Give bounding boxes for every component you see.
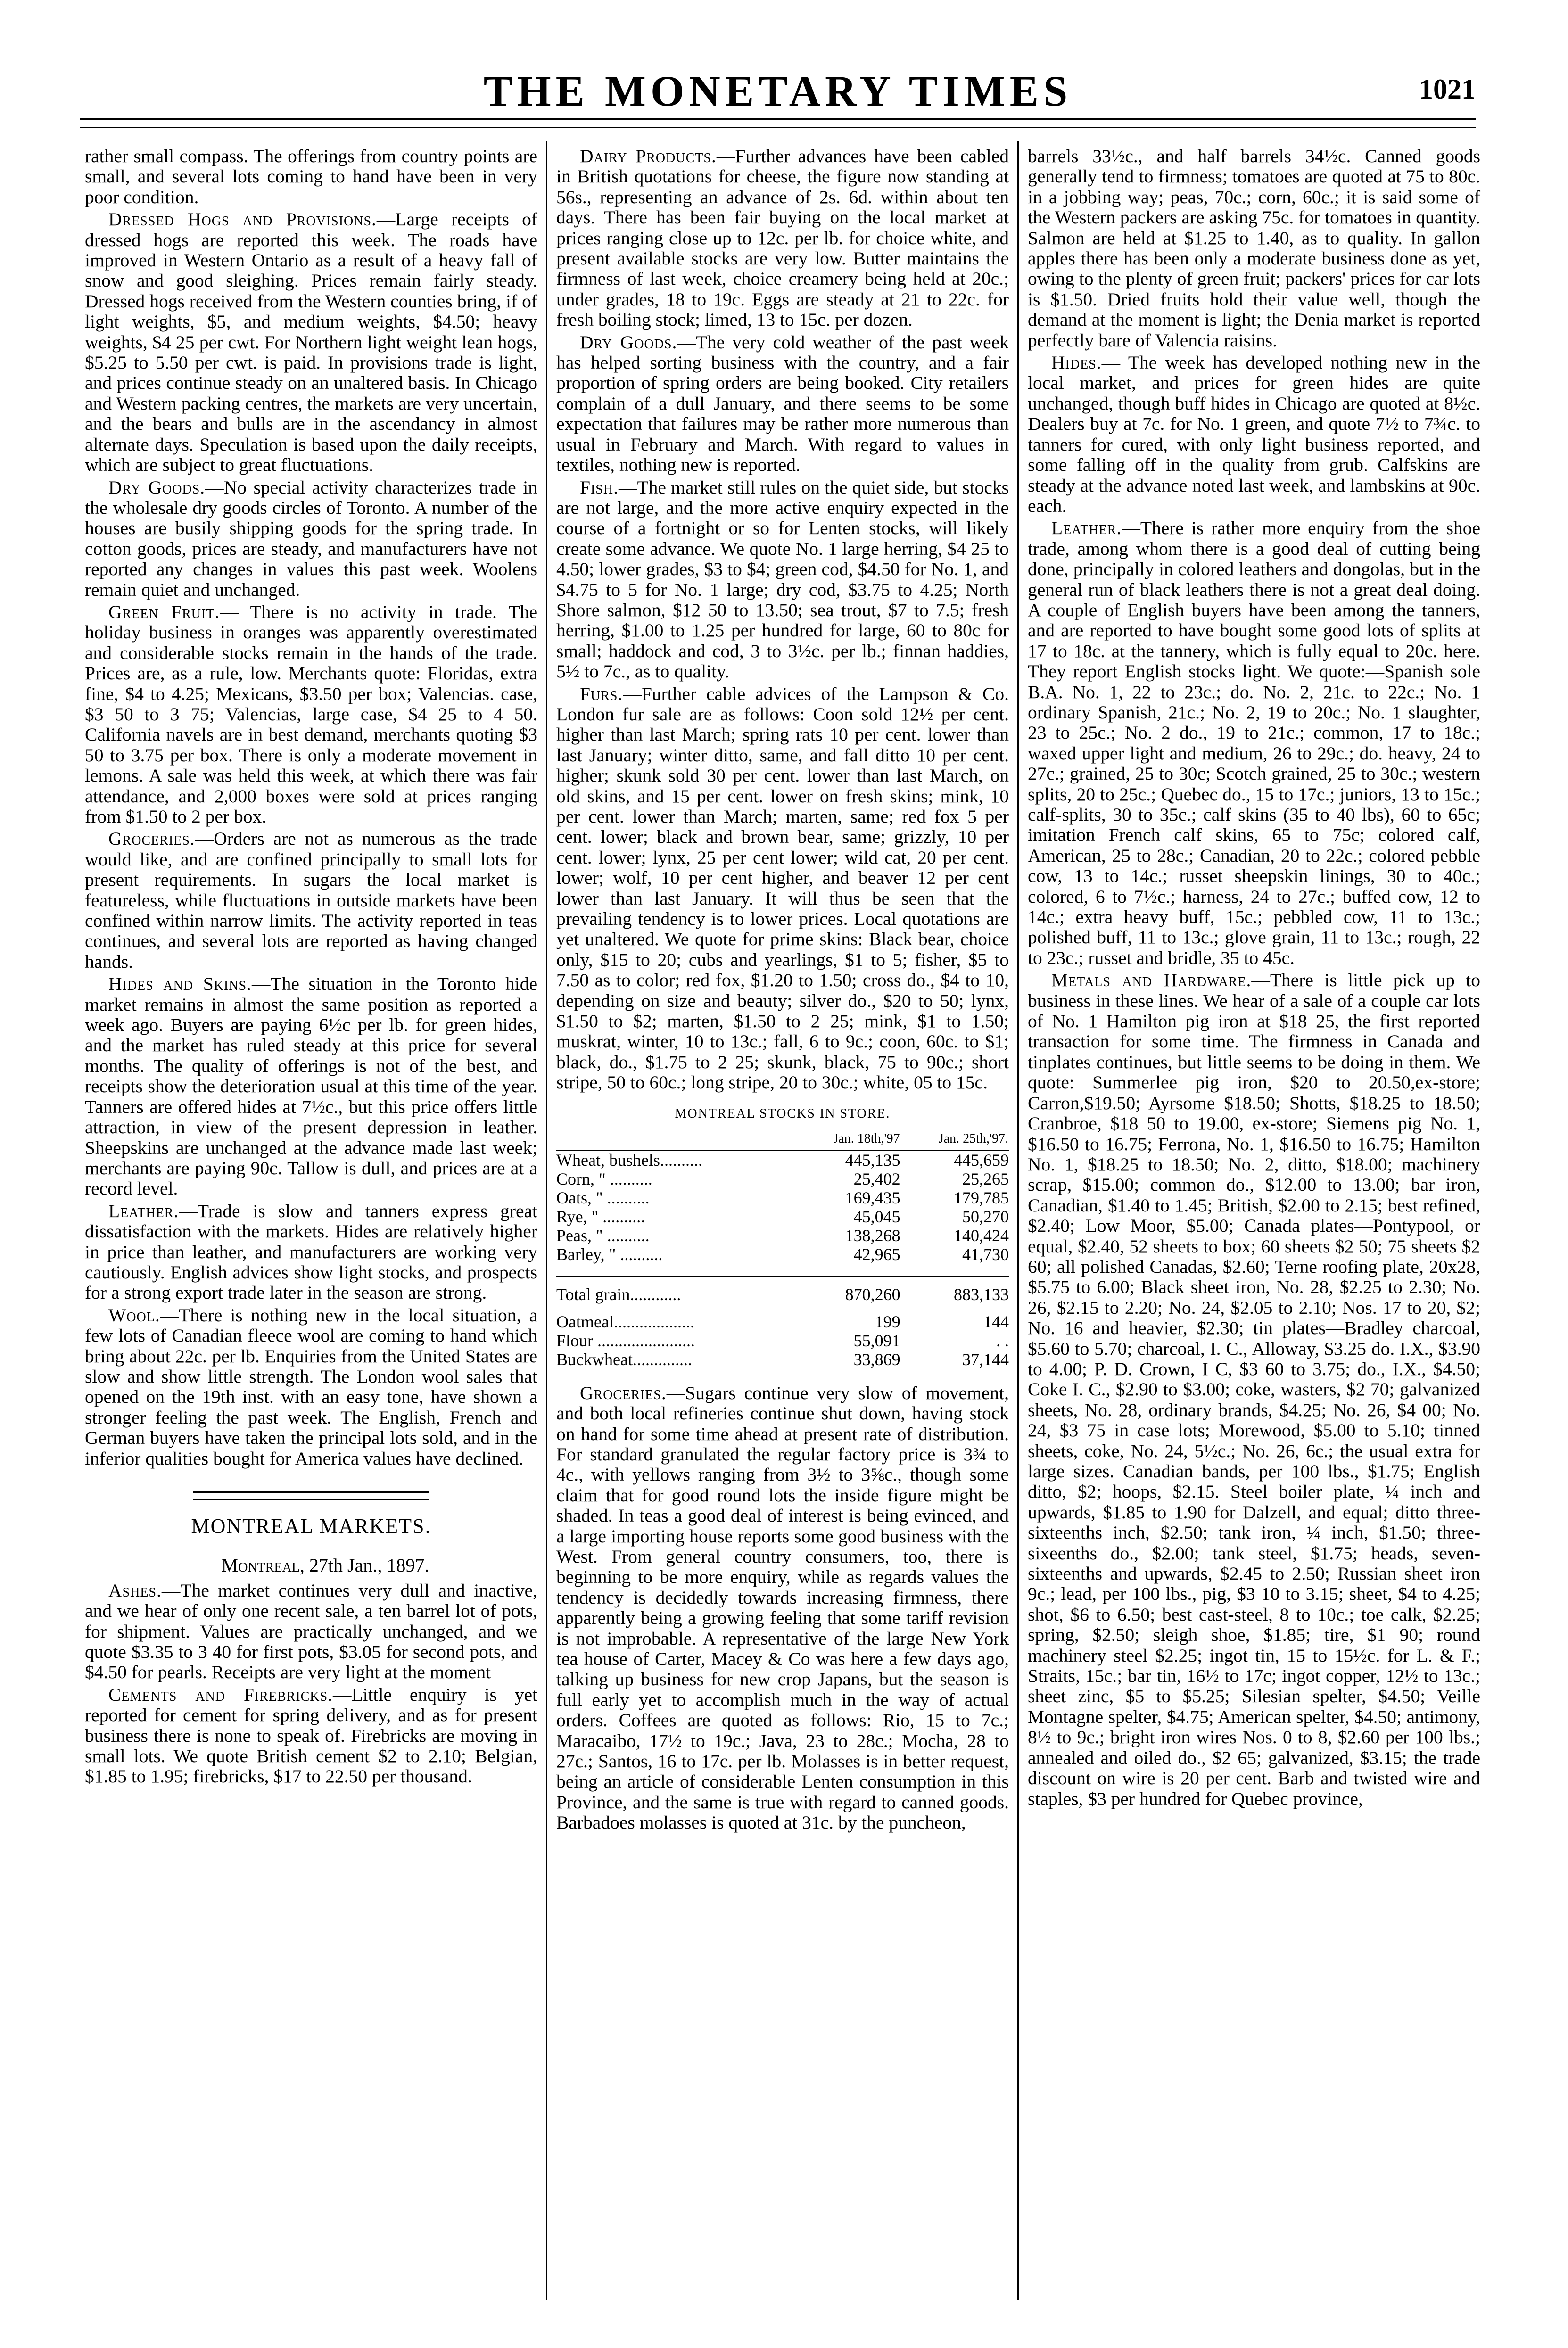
masthead-title: THE MONETARY TIMES <box>483 67 1073 115</box>
table-spacer <box>556 1304 1009 1312</box>
paragraph-text: — The week has developed nothing new in the local market, and prices for green hides are quite unchanged, though buff hides in Chicago are quoted at 8½c. Dealers buy at 7c. for No. 1 green, and quote 7½ to 7¾c. to tanners for cured, with only light business reported, and some falling off in the quality from grub. Calfskins are steady at the advance noted last week, and lambskins at 90c. each. <box>1028 352 1480 516</box>
cell-value: 37,144 <box>962 1350 1009 1369</box>
paragraph-text: —There is little pick up to business in these lines. We hear of a sale of a couple car lots of No. 1 Hamilton pig iron at $18 25, the first reported transaction for some time. The firmness in Canada and tinplates continues, but little seems to be doing in them. We quote: Summerlee pig iron, $20 to 20.50,ex-store; Carron,$19.50; Ayrsome $18.50; Shotts, $18.25 to 18.50; Cranbroe, $18 50 to 19.00, ex-store; Siemens pig No. 1, $16.50 to 16.75; Ferrona, No. 1, $16.50 to 16.75; Hamilton No. 1, $18.25 to 18.50; No. 2, ditto, $18.00; machinery scrap, $15.00; common do., $12.00 to 13.00; bar iron, Canadian, $1.40 to 1.45; British, $2.00 to 2.15; best refined, $2.40; Low Moor, $5.00; Canada plates—Pontypool, or equal, $2.40, 52 sheets to box; 60 sheets $2 50; 75 sheets $2 60; all polished Canadas, $2.60; Terne roofing plate, 20x28, $5.75 to 6.00; Black sheet iron, No. 28, $2.25 to 2.30; No. 26, $2.15 to 2.20; No. 24, $2.05 to 2.10; Nos. 17 to 20, $2; No. 16 and heavier, $2.30; tin plates—Bradley charcoal, $5.60 to 5.70; charcoal, I. C., Alloway, $3.25 do. I.X., $3.90 to 4.00; P. D. Crown, I C, $3 60 to 3.75; do., I.X., $4.50; Coke I. C., $2.90 to $3.00; coke, wasters, $2 70; galvanized sheets, No. 28, ordinary brands, $4.25; No. 26, $4 00; No. 24, $3 75 in case lots; Morewood, $5.00 to 5.10; tinned sheets, coke, No. 24, 5½c.; No. 26, 6c.; the usual extra for large sizes. Canadian bands, per 100 lbs., $1.75; English ditto, $2; hoops, $2.15. Steel boiler plate, ¼ inch and upwards, $1.85 to 1.90 for Dalzell, and equal; ditto three-sixteenths inch, $2.50; tank iron, ¼ inch, $1.50; three-sixeenths do., $2.00; tank steel, $1.75; heads, seven-sixteenths and upwards, $2.45 to 2.50; Russian sheet iron 9c.; lead, per 100 lbs., pig, $3 10 to 3.15; sheet, $4 to 4.25; shot, $6 to 6.50; best cast-steel, 8 to 10c.; toe calk, $2.25; spring, $2.50; sleigh shoe, $1.85; tire, $1 90; round machinery steel $2.25; ingot tin, 15 to 15½c. for L. & F.; Straits, 15c.; bar tin, 16½ to 17c; ingot copper, 12½ to 13c.; sheet zinc, $5 to $5.25; Silesian spelter, $4.50; Veille Montagne spelter, $4.75; American spelter, $4.50; antimony, 8½ to 9c.; bright iron wires Nos. 0 to 8, $2.60 per 100 lbs.; annealed and oiled do., $2 65; galvanized, $3.15; the trade discount on wire is 20 per cent. Barb and twisted wire and staples, $3 per hundred for Quebec province, <box>1028 970 1480 1809</box>
page-header <box>80 66 1476 137</box>
column-1 <box>85 146 537 1789</box>
article-paragraph <box>85 1685 537 1787</box>
article-paragraph <box>556 332 1009 476</box>
section-heading: Dairy Products. <box>580 146 717 166</box>
row-label: Wheat, bushels.......... <box>556 1150 702 1170</box>
cell-value: 445,135 <box>845 1150 900 1170</box>
article-paragraph <box>85 602 537 827</box>
cell-value: 25,402 <box>853 1169 900 1188</box>
paragraph-text: —There is rather more enquiry from the shoe trade, among whom there is a good deal of cutting being done, principally in colored leathers and dongolas, but in the general run of black leathers there is not a great deal doing. A couple of English buyers have been among the tanners, and are reported to have bought some good lots of splits at 17 to 18c. at the tannery, which is fully equal to 20c. here. They report English stocks light. We quote:—Spanish sole B.A. No. 1, 22 to 23c.; do. No. 2, 21c. to 22c.; No. 1 ordinary Spanish, 21c.; No. 2, 19 to 20c.; No. 1 slaughter, 23 to 25c.; No. 2 do., 19 to 21c.; common, 17 to 18c.; waxed upper light and medium, 26 to 29c.; do. heavy, 24 to 27c.; grained, 25 to 30c; Scotch grained, 25 to 30c.; western splits, 20 to 25c.; Quebec do., 15 to 17c.; juniors, 13 to 15c.; calf-splits, 30 to 35c.; calf skins (35 to 40 lbs), 60 to 65c; imitation French calf skins, 65 to 75c; colored calf, American, 25 to 28c.; Canadian, 20 to 22c.; colored pebble cow, 13 to 14c.; russet sheepskin linings, 30 to 40c.; colored, 6 to 7½c.; harness, 24 to 27c.; buffed cow, 12 to 14c.; extra heavy buff, 15c.; pebbled cow, 11 to 13c.; polished buff, 11 to 13c.; glove grain, 11 to 13c.; rough, 22 to 23c.; russet and bridle, 35 to 45c. <box>1028 518 1480 968</box>
paragraph-text: —The market still rules on the quiet side, but stocks are not large, and the more active enquiry expected in the course of a fortnight or so for Lenten stocks, will likely create some advance. We quote No. 1 large herring, $4 25 to 4.50; lower grades, $3 to $4; green cod, $4.50 for No. 1, and $4.75 to 5 for No. 1 large; dry cod, $3.75 to 4.25; North Shore salmon, $12 50 to 13.50; sea trout, $7 to 7.5; fresh herring, $1.00 to 1.25 per hundred for large, 60 to 80c for small; haddock and cod, 3 to 3½c. per lb.; finnan haddies, 5½ to 7c., as to quality. <box>556 477 1009 682</box>
column-divider <box>546 141 547 2300</box>
cell-value: 138,268 <box>845 1226 900 1245</box>
section-heading: Wool. <box>108 1304 160 1326</box>
table-spacer <box>556 1276 1009 1285</box>
header-rule <box>80 118 1476 120</box>
cell-value: 199 <box>875 1312 900 1331</box>
table-row <box>556 1188 1009 1207</box>
cell-value: 140,424 <box>954 1226 1009 1245</box>
table-row <box>556 1170 1009 1188</box>
row-label: Total grain............ <box>556 1285 681 1304</box>
article-paragraph <box>85 1201 537 1303</box>
row-label: Corn, " .......... <box>556 1169 652 1188</box>
paragraph-text: —Large receipts of dressed hogs are reported this week. The roads have improved in Western Ontario as a result of a heavy fall of snow and good sleighing. Prices remain fairly steady. Dressed hogs received from the Western counties bring, if of light weights, $5, and medium weights, $4.50; heavy weights, $4 25 per cwt. For Northern light weight lean hogs, $5.25 to 5.50 per cwt. is paid. In provisions trade is light, and prices continue steady on an unaltered basis. In Chicago and Western packing centres, the markets are very uncertain, and the bears and bulls are in the ascendancy in almost alternate days. Speculation is based upon the daily receipts, which are subject to great fluctuations. <box>85 209 538 476</box>
row-label: Oats, " .......... <box>556 1188 650 1207</box>
paragraph-text: —Sugars continue very slow of movement, and both local refineries continue shut down, having stock on hand for some time ahead at present rate of distribution. For standard granulated the regular factory price is 3¾ to 4c., with yellows ranging from 3½ to 3⅝c., though some claim that for good round lots the inside figure might be shaded. In teas a good deal of interest is being evinced, and a large importing house reports some good business with the West. From general country consumers, too, there is beginning to be more enquiry, while as regards values the tendency is decidedly towards increasing firmness, there apparently being a growing feeling that some tariff revision is not improbable. A representative of the large New York tea house of Carter, Macey & Co was here a few days ago, talking up business for new crop Japans, but the season is full early yet to accomplish much in the way of actual orders. Coffees are quoted as follows: Rio, 15 to 7c.; Maracaibo, 17½ to 19c.; Java, 23 to 28c.; Mocha, 28 to 27c.; Santos, 16 to 17c. per lb. Molasses is in better request, being an article of considerable Lenten consumption in this Province, and the same is true with regard to canned goods. Barbadoes molasses is quoted at 31c. by the puncheon, <box>556 1382 1009 1833</box>
cell-value: 41,730 <box>962 1244 1009 1264</box>
row-label: Rye, " .......... <box>556 1207 645 1226</box>
section-heading: Dry Goods. <box>108 477 206 498</box>
cell-value: . . <box>996 1331 1009 1350</box>
article-paragraph <box>556 146 1009 330</box>
article-paragraph <box>85 478 537 600</box>
article-paragraph <box>85 1305 537 1469</box>
table-row <box>556 1312 1009 1331</box>
section-heading: Dry Goods. <box>580 331 677 353</box>
article-paragraph <box>85 829 537 972</box>
paragraph-text: —Trade is slow and tanners express great dissatisfaction with the markets. Hides are relatively higher in price than leather, and manufacturers are working very cautiously. English advices show light stocks, and prospects for a strong export trade later in the season are strong. <box>85 1200 537 1303</box>
column-2 <box>556 146 1009 1835</box>
paragraph-text: —There is nothing new in the local situation, a few lots of Canadian fleece wool are coming to hand which bring about 22c. per lb. Enquiries from the United States are slow and show little strength. The London wool sales that opened on the 19th inst. with an easy tone, have shown a stronger feeling the past week. The English, French and German buyers have taken the principal lots sold, and in the inferior qualities bought for America values have declined. <box>85 1304 537 1469</box>
paragraph-text: — There is no activity in trade. The holiday business in oranges was apparently overestimated and considerable stocks remain in the hands of the trade. Prices are, as a rule, low. Merchants quote: Floridas, extra fine, $4 to 4.25; Mexicans, $3.50 per box; Valencias. case, $3 50 to 3 75; Valencias, large case, $4 25 to 4 50. California navels are in best demand, merchants quoting $3 50 to 3.75 per box. There is only a moderate movement in lemons. A sale was held this week, at which there was fair attendance, and 2,000 boxes were sold at prices ranging from $1.50 to 2 per box. <box>85 601 538 827</box>
cell-value: 33,869 <box>853 1350 900 1369</box>
paragraph-text: —The situation in the Toronto hide market remains in almost the same position as reported a week ago. Buyers are paying 6½c per lb. for green hides, and the market has ruled steady at this price for several months. The quality of offerings is not of the best, and receipts show the deterioration usual at this time of the year. Tanners are offered hides at 7½c., but this price offers little attraction, in view of the present depression in leather. Sheepskins are unchanged at the advance made last week; merchants are paying 90c. Tallow is dull, and prices are at a record level. <box>85 973 538 1199</box>
column-header: Jan. 25th,'97. <box>900 1129 1009 1151</box>
table-row <box>556 1331 1009 1350</box>
column-divider <box>1017 141 1019 2300</box>
row-label: Oatmeal................... <box>556 1312 694 1331</box>
page-number: 1021 <box>1419 74 1476 105</box>
dateline <box>113 1555 537 1575</box>
section-heading: Leather. <box>108 1200 179 1221</box>
column-header: Jan. 18th,'97 <box>792 1129 900 1151</box>
section-heading: Groceries. <box>108 828 195 849</box>
table-row <box>556 1350 1009 1369</box>
section-heading: Fish. <box>580 477 619 498</box>
section-heading: Dressed Hogs and Provisions. <box>108 209 377 230</box>
section-heading: Hides and Skins. <box>108 973 252 995</box>
section-heading: Groceries. <box>580 1382 667 1403</box>
row-label: Barley, " .......... <box>556 1244 663 1264</box>
cell-value: 55,091 <box>853 1331 900 1350</box>
table-row <box>556 1207 1009 1226</box>
cell-value: 169,435 <box>845 1188 900 1207</box>
dateline-city: Montreal, <box>221 1555 305 1576</box>
table-separator <box>556 1264 1009 1277</box>
section-heading: Hides. <box>1051 352 1102 373</box>
cell-value: 45,045 <box>853 1207 900 1226</box>
cell-value: 50,270 <box>962 1207 1009 1226</box>
section-heading: Metals and Hardware. <box>1051 970 1252 991</box>
paragraph-text: —No special activity characterizes trade in the wholesale dry goods circles of Toronto. A number of the houses are busily shipping goods for the spring trade. In cotton goods, prices are steady, and manufacturers have not reported any changes in values this past week. Woolens remain quiet and unchanged. <box>85 477 537 600</box>
section-divider <box>193 1491 429 1493</box>
section-heading: Cements and Firebricks. <box>108 1684 333 1705</box>
table-header-row <box>556 1129 1009 1151</box>
paragraph-text: —Little enquiry is yet reported for cement for spring delivery, and as for present business there is none to speak of. Firebricks are moving in small lots. We quote British cement $2 to 2.10; Belgian, $1.85 to 1.95; firebricks, $17 to 22.50 per thousand. <box>85 1684 537 1787</box>
table-total-row <box>556 1285 1009 1304</box>
table-row <box>556 1150 1009 1170</box>
stocks-table-block <box>556 1104 1009 1369</box>
article-paragraph <box>1028 353 1480 516</box>
paragraph-text: —The very cold weather of the past week has helped sorting business with the country, and a fair proportion of spring orders are being booked. City retailers complain of a dull January, and there seems to be some expectation that failures may be rather more numerous than usual in February and March. With regard to values in textiles, nothing new is reported. <box>556 331 1009 476</box>
stocks-table-title: MONTREAL STOCKS IN STORE. <box>675 1106 891 1121</box>
cell-value: 445,659 <box>954 1150 1009 1170</box>
article-paragraph <box>556 684 1009 1093</box>
row-label: Peas, " .......... <box>556 1226 650 1245</box>
section-heading: Furs. <box>580 683 623 704</box>
header-rule-thin <box>80 127 1476 128</box>
stocks-table <box>556 1129 1009 1369</box>
article-paragraph: rather small compass. The offerings from country points are small, and several lots coming to hand have been in very poor condition. <box>85 146 537 207</box>
section-divider <box>193 1499 429 1500</box>
paragraph-text: —The market continues very dull and inactive, and we hear of only one recent sale, a ten barrel lot of pots, for shipment. Values are practically unchanged, and we quote $3.35 to 3 40 for first pots, $3.05 for second pots, and $4.50 for pearls. Receipts are very light at the moment <box>85 1580 537 1683</box>
article-paragraph: barrels 33½c., and half barrels 34½c. Canned goods generally tend to firmness; tomatoes are quoted at 75 to 80c. in a jobbing way; peas, 70c.; corn, 60c.; it is said some of the Western packers are asking 75c. for tomatoes in quantity. Salmon are held at $1.25 to 1.40, as to quality. In gallon apples there has been only a moderate business done as yet, owing to the plenty of green fruit; packers' prices for car lots is $1.50. Dried fruits hold their value well, though the demand at the moment is light; the Denia market is reported perfectly bare of Valencia raisins. <box>1028 146 1480 351</box>
section-heading: Leather. <box>1051 518 1122 539</box>
article-paragraph <box>556 478 1009 682</box>
column-3 <box>1028 146 1480 1811</box>
article-paragraph <box>556 1383 1009 1833</box>
row-label: Buckwheat.............. <box>556 1350 692 1369</box>
article-paragraph <box>85 209 537 475</box>
cell-value: 870,260 <box>845 1285 900 1304</box>
article-paragraph <box>85 974 537 1199</box>
row-label: Flour ....................... <box>556 1331 695 1350</box>
article-paragraph <box>1028 518 1480 968</box>
section-heading: Green Fruit. <box>108 601 220 622</box>
paragraph-text: —Orders are not as numerous as the trade would like, and are confined principally to small lots for present requirements. In sugars the local market is featureless, while fluctuations in outside markets have been confined within narrow limits. The activity reported in teas continues, and several lots are reported as having changed hands. <box>85 828 537 972</box>
dateline-date: 27th Jan., 1897. <box>304 1555 429 1576</box>
section-title: MONTREAL MARKETS. <box>191 1515 431 1538</box>
cell-value: 144 <box>983 1312 1009 1331</box>
cell-value: 179,785 <box>954 1188 1009 1207</box>
article-paragraph <box>1028 970 1480 1809</box>
article-paragraph <box>85 1581 537 1683</box>
cell-value: 42,965 <box>853 1244 900 1264</box>
paragraph-text: —Further advances have been cabled in British quotations for cheese, the figure now standing at 56s., representing an advance of 2s. 6d. within about ten days. There has been fair buying on the local market at prices ranging close up to 12c. per lb. for choice white, and present available stocks are very low. Butter maintains the firmness of last week, choice creamery being held at 20c.; under grades, 18 to 19c. Eggs are steady at 21 to 22c. for fresh boiling stock; limed, 13 to 15c. per dozen. <box>556 146 1009 330</box>
table-row <box>556 1226 1009 1245</box>
paragraph-text: —Further cable advices of the Lampson & Co. London fur sale are as follows: Coon sold 12½ per cent. higher than last March; spring rats 10 per cent. lower than last January; winter ditto, same, and fall ditto 10 per cent. higher; skunk sold 30 per cent. lower than last March, on old skins, and 15 per cent. lower on fresh skins; mink, 10 per cent. lower than March; marten, same; red fox 5 per cent. lower; black and brown bear, same; grizzly, 10 per cent. lower; lynx, 25 per cent lower; wild cat, 20 per cent. lower; wolf, 10 per cent higher, and beaver 12 per cent lower than last January. It will thus be seen that the prevailing tendency is to lower prices. Local quotations are yet unaltered. We quote for prime skins: Black bear, choice only, $15 to 20; cubs and yearlings, $1 to 5; fisher, $5 to 7.50 as to color; red fox, $1.20 to 1.50; cross do., $4 to 10, depending on size and beauty; silver do., $20 to 50; lynx, $1.50 to $2; marten, $1.50 to 2 25; mink, $1 to 1.50; muskrat, winter, 10 to 13c.; fall, 6 to 9c.; coon, 60c. to $1; black, do., $1.75 to 2 25; skunk, black, 75 to 90c.; short stripe, 50 to 60c.; long stripe, 20 to 30c.; white, 05 to 15c. <box>556 683 1009 1093</box>
section-heading: Ashes. <box>108 1580 162 1601</box>
cell-value: 25,265 <box>962 1169 1009 1188</box>
table-row <box>556 1245 1009 1264</box>
cell-value: 883,133 <box>954 1285 1009 1304</box>
